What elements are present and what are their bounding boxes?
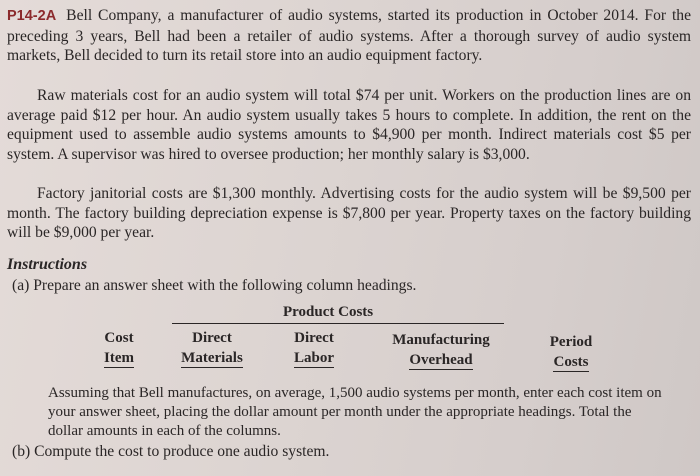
column-cost-item: Cost Item [104, 330, 134, 366]
column-direct-labor: Direct Labor [293, 330, 334, 366]
product-costs-rule [172, 323, 504, 324]
problem-para-3: Factory janitorial costs are $1,300 monthly. Advertising costs for the audio system will be $9,500 per month. The factory building depreciation expense is $7,800 per year. Property taxes on the factory building will be $9,000 per year. [7, 185, 691, 242]
instruction-b: (b) Compute the cost to produce one audio system. [12, 443, 330, 460]
product-costs-heading: Product Costs [283, 304, 374, 320]
problem-id: P14-2A [7, 8, 57, 24]
instruction-a: (a) Prepare an answer sheet with the following column headings. [12, 277, 417, 294]
instructions-heading: Instructions [7, 256, 88, 273]
problem-intro [7, 6, 691, 66]
column-manufacturing-overhead: Manufacturing Overhead [392, 332, 490, 368]
instruction-note: Assuming that Bell manufactures, on average, 1,500 audio systems per month, enter each cost item on your answer sheet, placing the dollar amount per month under the appropriate headings. Total the dollar amounts in each of the columns. [48, 385, 662, 439]
problem-para-1: Bell Company, a manufacturer of audio systems, started its production in October 2014. For the preceding 3 years, Bell had been a retailer of audio systems. After a thorough survey of audio system markets, Bell decided to turn its retail store into an audio equipment factory. [7, 7, 691, 65]
column-direct-materials: Direct Materials [181, 330, 243, 366]
column-period-costs: Period Costs [549, 334, 593, 370]
problem-para-2: Raw materials cost for an audio system will total $74 per unit. Workers on the production lines are on average paid $12 per hour. An audio system usually takes 5 hours to complete. In addition, the rent on the equipment used to assemble audio systems amounts to $4,900 per month. Indirect materials cost $5 per system. A supervisor was hired to oversee production; her monthly salary is $3,000. [7, 87, 691, 163]
